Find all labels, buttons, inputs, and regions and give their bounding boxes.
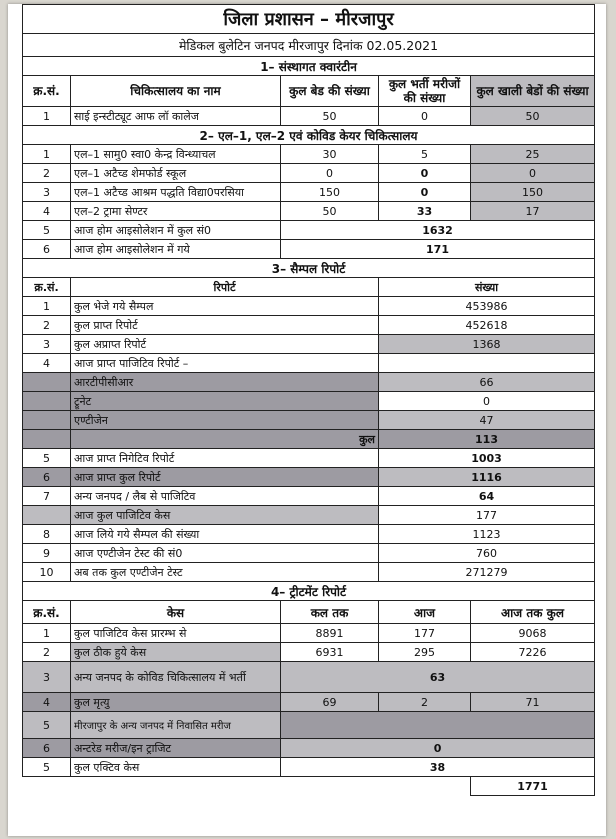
- beds-value: 50: [281, 202, 379, 221]
- page-title: जिला प्रशासन – मीरजापुर: [23, 5, 595, 34]
- serial-cell: 2: [23, 164, 71, 183]
- case-label: कुल एक्टिव केस: [71, 758, 281, 777]
- col-till-yesterday-header: कल तक: [281, 601, 379, 624]
- section-hospitals-title: 2– एल–1, एल–2 एवं कोविड केयर चिकित्सालय: [23, 126, 595, 145]
- report-label: कुल: [71, 430, 379, 449]
- today-value: 2: [379, 693, 471, 712]
- admitted-value: 0: [379, 164, 471, 183]
- report-value: 177: [379, 506, 595, 525]
- serial-cell: 2: [23, 643, 71, 662]
- col-case-header: केस: [71, 601, 281, 624]
- serial-cell: 1: [23, 624, 71, 643]
- report-label: अब तक कुल एण्टीजेन टेस्ट: [71, 563, 379, 582]
- case-label: अन्य जनपद के कोविड चिकित्सालय में भर्ती: [71, 662, 281, 693]
- report-value: 1123: [379, 525, 595, 544]
- serial-cell: 6: [23, 739, 71, 758]
- total-value: 9068: [471, 624, 595, 643]
- col-vacant-header: कुल खाली बेडों की संख्या: [471, 76, 595, 107]
- beds-value: 0: [281, 164, 379, 183]
- col-count-header: संख्या: [379, 278, 595, 297]
- serial-cell: 1: [23, 107, 71, 126]
- col-today-header: आज: [379, 601, 471, 624]
- bulletin-subtitle: मेडिकल बुलेटिन जनपद मीरजापुर दिनांक 02.05.2021: [23, 34, 595, 57]
- serial-cell: 4: [23, 354, 71, 373]
- till-yesterday-value: 69: [281, 693, 379, 712]
- bulletin-table: [22, 4, 595, 796]
- today-value: 177: [379, 624, 471, 643]
- report-value: 1116: [379, 468, 595, 487]
- report-label: आज प्राप्त पाजिटिव रिपोर्ट –: [71, 354, 379, 373]
- col-report-header: रिपोर्ट: [71, 278, 379, 297]
- serial-cell: 1: [23, 297, 71, 316]
- serial-cell: 5: [23, 758, 71, 777]
- hospital-name: एल–1 अटैच्ड शेमफोर्ड स्कूल: [71, 164, 281, 183]
- report-label: कुल भेजे गये सैम्पल: [71, 297, 379, 316]
- serial-cell: 3: [23, 335, 71, 354]
- hospital-name: एल–1 सामु0 स्वा0 केन्द्र विन्ध्याचल: [71, 145, 281, 164]
- active-cases-value: 38: [281, 758, 595, 777]
- till-yesterday-value: 8891: [281, 624, 379, 643]
- beds-value: 150: [281, 183, 379, 202]
- col-admitted-header: कुल भर्ती मरीजों की संख्या: [379, 76, 471, 107]
- home-isolation-total: 1632: [281, 221, 595, 240]
- serial-cell: 2: [23, 316, 71, 335]
- section-treatment-title: 4– ट्रीटमेंट रिपोर्ट: [23, 582, 595, 601]
- till-yesterday-value: 6931: [281, 643, 379, 662]
- case-label: कुल ठीक हुये केस: [71, 643, 281, 662]
- case-label: कुल मृत्यु: [71, 693, 281, 712]
- report-label: कुल प्राप्त रिपोर्ट: [71, 316, 379, 335]
- report-value: 1368: [379, 335, 595, 354]
- report-value: 66: [379, 373, 595, 392]
- admitted-value: 33: [379, 202, 471, 221]
- total-value: 7226: [471, 643, 595, 662]
- beds-value: 50: [281, 107, 379, 126]
- blank-value: [281, 712, 595, 739]
- case-label: मीरजापुर के अन्य जनपद में निवासित मरीज: [71, 712, 281, 739]
- home-isolation-today: 171: [281, 240, 595, 259]
- case-label: अन्टरेड मरीज/इन ट्राजिट: [71, 739, 281, 758]
- serial-cell: 4: [23, 693, 71, 712]
- admitted-value: 5: [379, 145, 471, 164]
- col-serial-header: क्र.सं.: [23, 76, 71, 107]
- beds-value: 30: [281, 145, 379, 164]
- row-label: आज होम आइसोलेशन में कुल सं0: [71, 221, 281, 240]
- serial-cell: 8: [23, 525, 71, 544]
- serial-cell: 6: [23, 240, 71, 259]
- transit-value: 0: [281, 739, 595, 758]
- serial-cell: 1: [23, 145, 71, 164]
- vacant-value: 0: [471, 164, 595, 183]
- section-quarantine-title: 1– संस्थागत क्वारंटीन: [23, 57, 595, 76]
- serial-cell: 7: [23, 487, 71, 506]
- col-serial-header: क्र.सं.: [23, 278, 71, 297]
- report-value: 0: [379, 392, 595, 411]
- case-label: कुल पाजिटिव केस प्रारम्भ से: [71, 624, 281, 643]
- active-cases-total: 1771: [471, 777, 595, 796]
- report-label: आज कुल पाजिटिव केस: [71, 506, 379, 525]
- today-value: 295: [379, 643, 471, 662]
- other-district-admitted-value: 63: [281, 662, 595, 693]
- report-value: 113: [379, 430, 595, 449]
- report-value: 760: [379, 544, 595, 563]
- vacant-value: 25: [471, 145, 595, 164]
- bulletin-sheet: [8, 4, 606, 836]
- vacant-value: 150: [471, 183, 595, 202]
- section-sample-title: 3– सैम्पल रिपोर्ट: [23, 259, 595, 278]
- serial-cell: 6: [23, 468, 71, 487]
- serial-cell: 9: [23, 544, 71, 563]
- report-value: 1003: [379, 449, 595, 468]
- report-value: 64: [379, 487, 595, 506]
- report-label: आज लिये गये सैम्पल की संख्या: [71, 525, 379, 544]
- serial-cell: 4: [23, 202, 71, 221]
- report-label: आज प्राप्त कुल रिपोर्ट: [71, 468, 379, 487]
- col-total-header: आज तक कुल: [471, 601, 595, 624]
- report-label: आज एण्टीजेन टेस्ट की सं0: [71, 544, 379, 563]
- serial-cell: 3: [23, 662, 71, 693]
- serial-cell: 3: [23, 183, 71, 202]
- col-hospital-header: चिकित्सालय का नाम: [71, 76, 281, 107]
- hospital-name: एल–2 ट्रामा सेण्टर: [71, 202, 281, 221]
- serial-cell: 10: [23, 563, 71, 582]
- report-label: ट्रूनेट: [71, 392, 379, 411]
- serial-cell: 5: [23, 449, 71, 468]
- report-label: एण्टीजेन: [71, 411, 379, 430]
- vacant-value: 50: [471, 107, 595, 126]
- report-value: [379, 354, 595, 373]
- col-serial-header: क्र.सं.: [23, 601, 71, 624]
- vacant-value: 17: [471, 202, 595, 221]
- report-value: 47: [379, 411, 595, 430]
- col-beds-header: कुल बेड की संख्या: [281, 76, 379, 107]
- admitted-value: 0: [379, 183, 471, 202]
- hospital-name: साई इन्स्टीट्यूट आफ लॉ कालेज: [71, 107, 281, 126]
- row-label: आज होम आइसोलेशन में गये: [71, 240, 281, 259]
- report-label: आज प्राप्त निगेटिव रिपोर्ट: [71, 449, 379, 468]
- admitted-value: 0: [379, 107, 471, 126]
- report-value: 271279: [379, 563, 595, 582]
- report-label: आरटीपीसीआर: [71, 373, 379, 392]
- serial-cell: 5: [23, 221, 71, 240]
- report-value: 453986: [379, 297, 595, 316]
- serial-cell: 5: [23, 712, 71, 739]
- report-label: अन्य जनपद / लैब से पाजिटिव: [71, 487, 379, 506]
- report-label: कुल अप्राप्त रिपोर्ट: [71, 335, 379, 354]
- total-value: 71: [471, 693, 595, 712]
- hospital-name: एल–1 अटैच्ड आश्रम पद्धति विद्या0परसिया: [71, 183, 281, 202]
- report-value: 452618: [379, 316, 595, 335]
